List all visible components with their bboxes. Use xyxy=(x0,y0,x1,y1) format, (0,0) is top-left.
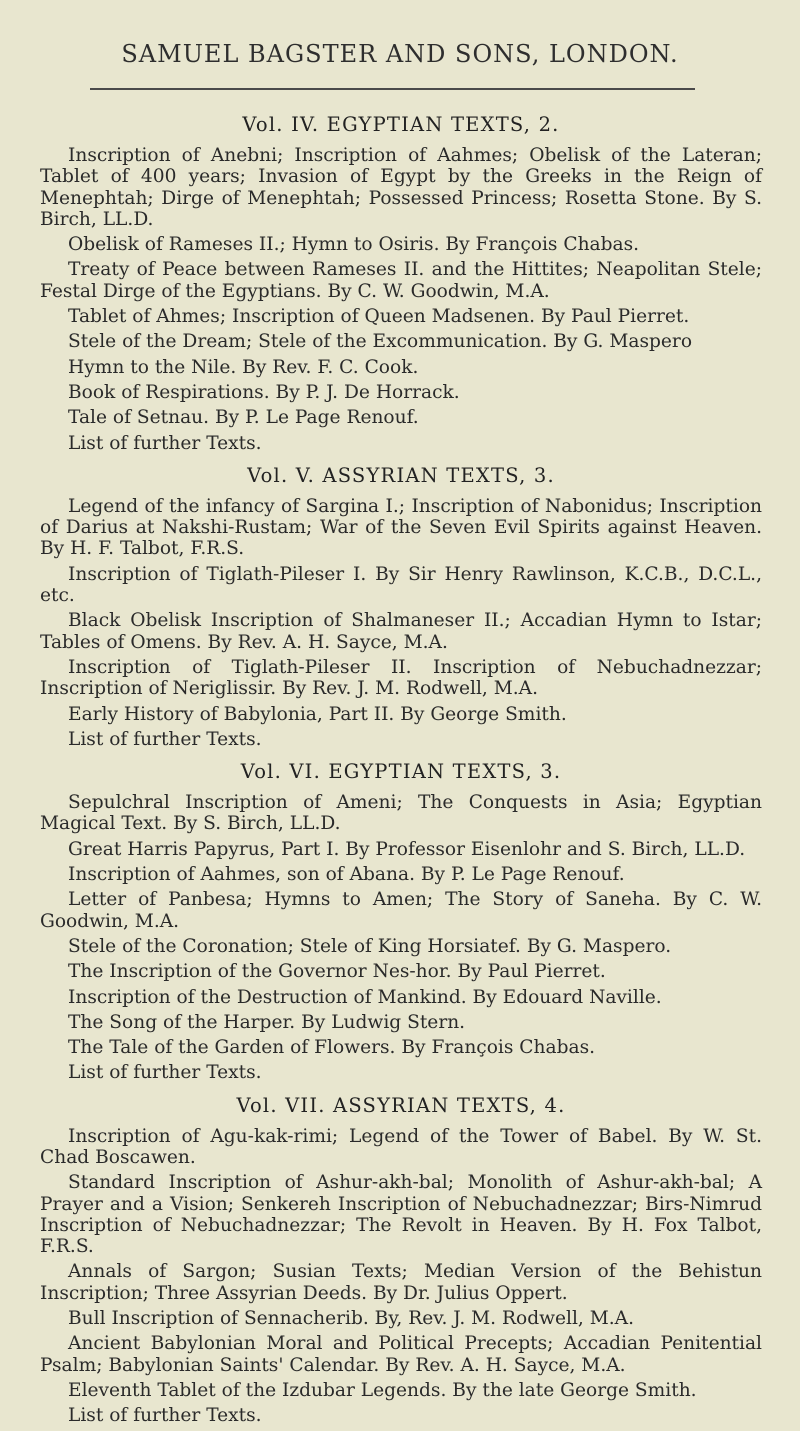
volume-entry: List of further Texts. xyxy=(68,728,262,750)
volume-title: Vol. VI. EGYPTIAN TEXTS, 3. xyxy=(240,760,562,784)
volume-entry: Inscription of the Destruction of Mankind. By Edouard Naville. xyxy=(68,986,662,1008)
volume-entry: Bull Inscription of Sennacherib. By, Rev. J. M. Rodwell, M.A. xyxy=(68,1308,635,1330)
volume-entry: Letter of Panbesa; Hymns to Amen; The Story of Saneha. By C. W. Goodwin, M.A. xyxy=(40,889,762,932)
volume-entry: Great Harris Papyrus, Part I. By Professor Eisenlohr and S. Birch, LL.D. xyxy=(68,838,746,860)
volume-entry: Inscription of Tiglath-Pileser I. By Sir Henry Rawlinson, K.C.B., D.C.L., etc. xyxy=(40,563,762,607)
volume-entry: Ancient Babylonian Moral and Political Precepts; Accadian Penitential Psalm; Babylonian Saints' Calendar. By Rev. A. H. Sayce, M.A. xyxy=(40,1333,762,1376)
volume-entry: Treaty of Peace between Rameses II. and the Hittites; Neapolitan Stele; Festal Dirge of the Egyptians. By C. W. Goodwin, M.A. xyxy=(40,259,762,302)
volume-entry: Tablet of Ahmes; Inscription of Queen Madsenen. By Paul Pierret. xyxy=(68,306,690,328)
volume-entry: The Tale of the Garden of Flowers. By François Chabas. xyxy=(68,1037,596,1059)
volume-title: Vol. V. ASSYRIAN TEXTS, 3. xyxy=(247,463,555,487)
volume-entry: Book of Respirations. By P. J. De Horrack. xyxy=(68,381,460,403)
volume-entry: Black Obelisk Inscription of Shalmaneser II.; Accadian Hymn to Istar; Tables of Omens. By Rev. A. H. Sayce, M.A. xyxy=(40,610,762,653)
volume-entry: Standard Inscription of Ashur-akh-bal; Monolith of Ashur-akh-bal; A Prayer and a Vision; Senkereh Inscription of Nebuchadnezzar; Birs-Nimrud Inscription of Nebuchadnezzar; The Revolt in Heaven. By H. Fox Talbot, F.R.S. xyxy=(40,1172,762,1258)
volume-entry: Stele of the Coronation; Stele of King Horsiatef. By G. Maspero. xyxy=(68,935,672,957)
volume-entry: Obelisk of Rameses II.; Hymn to Osiris. By François Chabas. xyxy=(68,234,640,256)
volume-entry: Early History of Babylonia, Part II. By George Smith. xyxy=(68,703,567,725)
volume-entry: List of further Texts. xyxy=(68,1405,262,1427)
volume-entry: Tale of Setnau. By P. Le Page Renouf. xyxy=(68,407,419,429)
volume-entry: Annals of Sargon; Susian Texts; Median Version of the Behistun Inscription; Three Assyrian Deeds. By Dr. Julius Oppert. xyxy=(40,1261,762,1304)
volume-entry: The Inscription of the Governor Nes-hor. By Paul Pierret. xyxy=(68,961,606,983)
volume-entry: Inscription of Agu-kak-rimi; Legend of the Tower of Babel. By W. St. Chad Boscawen. xyxy=(40,1125,762,1168)
header-rule xyxy=(90,88,695,90)
volume-entry: Sepulchral Inscription of Ameni; The Conquests in Asia; Egyptian Magical Text. By S. Birch, LL.D. xyxy=(40,792,762,835)
volume-entry: Eleventh Tablet of the Izdubar Legends. By the late George Smith. xyxy=(68,1379,697,1401)
publisher-header: SAMUEL BAGSTER AND SONS, LONDON. xyxy=(121,40,679,68)
volume-entry: The Song of the Harper. By Ludwig Stern. xyxy=(68,1011,466,1033)
catalogue-content xyxy=(40,103,762,1431)
volume-entry: Inscription of Aahmes, son of Abana. By P. Le Page Renouf. xyxy=(68,864,625,886)
volume-entry: Hymn to the Nile. By Rev. F. C. Cook. xyxy=(68,356,419,378)
volume-entry: Inscription of Tiglath-Pileser II. Inscription of Nebuchadnezzar; Inscription of Neriglissir. By Rev. J. M. Rodwell, M.A. xyxy=(40,656,762,700)
volume-entry: List of further Texts. xyxy=(68,1062,262,1084)
volume-entry: Inscription of Anebni; Inscription of Aahmes; Obelisk of the Lateran; Tablet of 400 years; Invasion of Egypt by the Greeks in the Reign of Menephtah; Dirge of Menephtah; Possessed Princess; Rosetta Stone. By S. Birch, LL.D. xyxy=(40,145,762,230)
volume-entry: Stele of the Dream; Stele of the Excommunication. By G. Maspero xyxy=(68,331,693,353)
volume-title: Vol. VII. ASSYRIAN TEXTS, 4. xyxy=(236,1093,566,1117)
volume-entry: List of further Texts. xyxy=(68,432,262,454)
volume-title: Vol. IV. EGYPTIAN TEXTS, 2. xyxy=(242,113,560,136)
volume-entry: Legend of the infancy of Sargina I.; Inscription of Nabonidus; Inscription of Darius at Nakshi-Rustam; War of the Seven Evil Spirits against Heaven. By H. F. Talbot, F.R.S. xyxy=(40,495,762,560)
